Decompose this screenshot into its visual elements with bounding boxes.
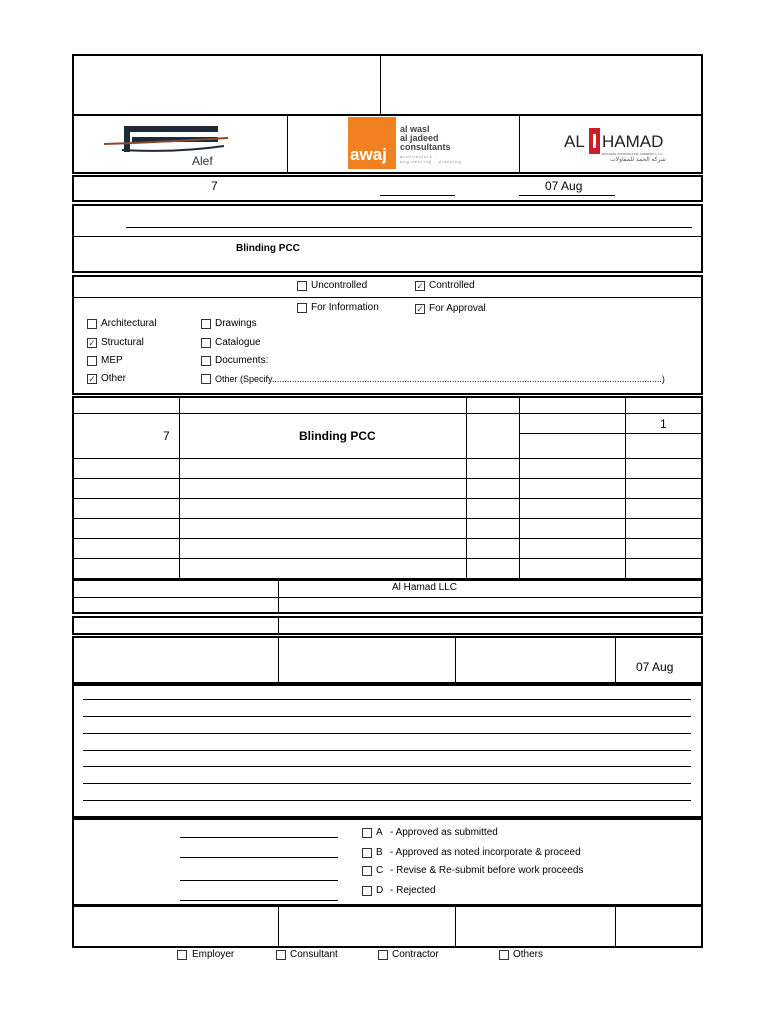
code-b-checkbox[interactable] xyxy=(362,848,372,858)
item-description: Blinding PCC xyxy=(299,429,376,443)
code-d-text: - Rejected xyxy=(390,885,436,896)
uncontrolled-label: Uncontrolled xyxy=(311,280,368,291)
subject-divider xyxy=(73,236,702,237)
awaj-logo xyxy=(348,117,468,169)
structural-checkbox[interactable]: ✓ xyxy=(88,338,96,348)
project-underline xyxy=(126,227,692,228)
final-signature-row xyxy=(72,905,703,948)
alef-logo xyxy=(96,120,276,172)
signature-date: 07 Aug xyxy=(636,660,674,674)
others-checkbox[interactable] xyxy=(499,950,509,960)
final-signature-divider xyxy=(615,906,616,947)
code-b-letter: B xyxy=(376,847,383,858)
code-c-letter: C xyxy=(376,865,384,876)
table-row-line xyxy=(73,518,702,519)
item-quantity: 1 xyxy=(660,417,667,431)
documents-label: Documents: xyxy=(215,355,269,366)
awaj-line-2: al jadeed xyxy=(400,133,439,143)
alef-name: Alef xyxy=(192,154,213,168)
comment-line xyxy=(83,766,691,767)
alhamad-sub: BUILDING CONTRACTING COMPANY L.L.C xyxy=(602,152,663,156)
comments-box xyxy=(72,684,703,818)
table-col-line xyxy=(519,397,520,579)
approval-underline xyxy=(180,857,338,858)
table-col-line xyxy=(466,397,467,579)
other-specify-label: Other (Specify............................................................................................................................................................) xyxy=(215,374,665,384)
table-row-line xyxy=(73,558,702,559)
alhamad-right: HAMAD xyxy=(602,132,664,151)
code-a-checkbox[interactable] xyxy=(362,828,372,838)
architectural-checkbox[interactable] xyxy=(87,319,97,329)
others-label: Others xyxy=(513,949,544,960)
approval-underline xyxy=(180,900,338,901)
employer-checkbox[interactable] xyxy=(177,950,187,960)
table-row-line xyxy=(519,433,702,434)
classification-divider xyxy=(73,297,702,298)
code-c-text: - Revise & Re-submit before work proceeds xyxy=(390,865,584,876)
catalogue-label: Catalogue xyxy=(215,337,261,348)
uncontrolled-checkbox[interactable] xyxy=(297,281,307,291)
submitted-by-divider xyxy=(278,617,279,634)
contractor-checkbox[interactable] xyxy=(378,950,388,960)
comment-line xyxy=(83,733,691,734)
code-c-checkbox[interactable] xyxy=(362,866,372,876)
comment-line xyxy=(83,800,691,801)
catalogue-checkbox[interactable] xyxy=(201,338,211,348)
code-a-letter: A xyxy=(376,827,383,838)
consultant-label: Consultant xyxy=(290,949,338,960)
awaj-line-1: al wasl xyxy=(400,124,430,134)
other-specify-checkbox[interactable] xyxy=(201,374,211,384)
mep-label: MEP xyxy=(101,355,123,366)
signature-divider xyxy=(278,637,279,683)
for-approval-label: For Approval xyxy=(429,303,486,314)
date-underline xyxy=(519,195,615,196)
documents-checkbox[interactable] xyxy=(201,356,211,366)
mep-checkbox[interactable] xyxy=(87,356,97,366)
drawings-checkbox[interactable] xyxy=(201,319,211,329)
comment-line xyxy=(83,783,691,784)
alhamad-logo xyxy=(562,124,672,168)
table-row-line xyxy=(73,538,702,539)
awaj-fine-print: architecture · engineering · planning xyxy=(400,154,462,164)
awaj-word: awaj xyxy=(350,145,387,164)
header-divider xyxy=(380,55,381,115)
table-row-line xyxy=(73,458,702,459)
table-row-line xyxy=(73,478,702,479)
contractor-label: Contractor xyxy=(392,949,439,960)
subject-box xyxy=(72,204,703,273)
structural-label: Structural xyxy=(101,337,144,348)
controlled-checkbox[interactable]: ✓ xyxy=(416,281,424,291)
header-divider xyxy=(73,114,702,116)
code-d-checkbox[interactable] xyxy=(362,886,372,896)
signature-divider xyxy=(455,637,456,683)
consultant-checkbox[interactable] xyxy=(276,950,286,960)
table-row-line xyxy=(73,413,702,414)
table-col-line xyxy=(179,397,180,579)
submitted-by-row xyxy=(72,616,703,635)
comment-line xyxy=(83,750,691,751)
logo-divider xyxy=(519,116,520,173)
code-b-text: - Approved as noted incorporate & proceed xyxy=(390,847,581,858)
signature-row xyxy=(72,636,703,684)
contractor-name: Al Hamad LLC xyxy=(392,582,458,593)
table-row-line xyxy=(73,498,702,499)
comment-line xyxy=(83,716,691,717)
controlled-label: Controlled xyxy=(429,280,475,291)
drawings-label: Drawings xyxy=(215,318,257,329)
contractor-row-line xyxy=(73,597,702,598)
for-information-checkbox[interactable] xyxy=(297,303,307,313)
alhamad-sub-arabic: شركة الحمد للمقاولات xyxy=(610,157,666,163)
item-number: 7 xyxy=(163,429,170,443)
for-information-label: For Information xyxy=(311,302,379,313)
awaj-line-3: consultants xyxy=(400,142,451,152)
reference-number: 7 xyxy=(211,179,218,193)
table-col-line xyxy=(625,397,626,579)
architectural-label: Architectural xyxy=(101,318,157,329)
approval-underline xyxy=(180,837,338,838)
alhamad-left: AL xyxy=(564,132,585,151)
reference-date: 07 Aug xyxy=(545,179,583,193)
for-approval-checkbox[interactable]: ✓ xyxy=(416,304,424,314)
approval-underline xyxy=(180,880,338,881)
other-checkbox[interactable]: ✓ xyxy=(88,374,96,384)
signature-divider xyxy=(615,637,616,683)
subject-title: Blinding PCC xyxy=(236,243,300,254)
approval-box xyxy=(72,818,703,906)
final-signature-divider xyxy=(278,906,279,947)
employer-label: Employer xyxy=(192,949,235,960)
reference-row xyxy=(72,175,703,202)
items-table xyxy=(72,396,703,580)
final-signature-divider xyxy=(455,906,456,947)
code-d-letter: D xyxy=(376,885,384,896)
code-a-text: - Approved as submitted xyxy=(390,827,498,838)
reference-blank-line xyxy=(380,195,455,196)
logo-divider xyxy=(287,116,288,173)
other-label: Other xyxy=(101,373,127,384)
comment-line xyxy=(83,699,691,700)
